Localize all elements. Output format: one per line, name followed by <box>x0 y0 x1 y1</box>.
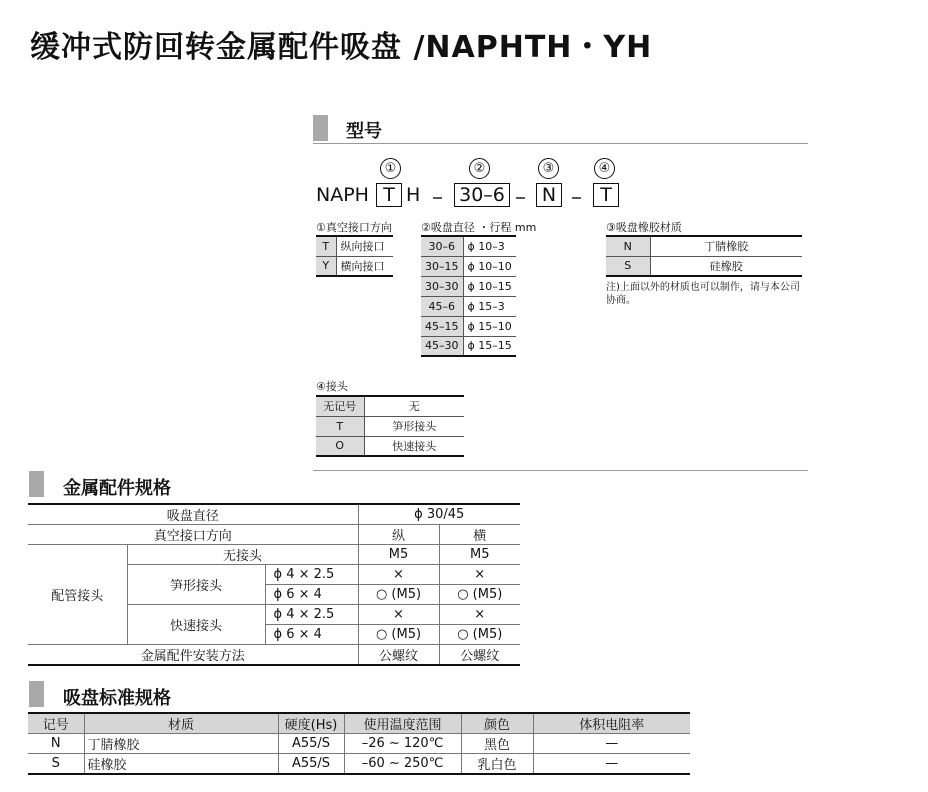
fitting-spec-title: 金属配件规格 <box>63 478 171 499</box>
table-row <box>606 256 802 276</box>
col-vertical: 纵 <box>358 525 439 545</box>
opt1-caption: ①真空接口方向 <box>316 221 392 234</box>
cell-code: T <box>316 236 336 256</box>
table-row <box>28 504 520 525</box>
mount-v: 公螺纹 <box>358 645 439 666</box>
cell-code: 30–15 <box>421 256 463 276</box>
code-box-fitting: T <box>593 183 619 207</box>
marker-4: ④ <box>594 158 615 179</box>
barb-v: × <box>358 565 439 585</box>
cell-desc: 快速接头 <box>364 436 464 456</box>
quick-h: × <box>439 605 520 625</box>
cell-code: 30–30 <box>421 276 463 296</box>
cell-code: 无记号 <box>316 396 364 416</box>
table-row <box>316 416 464 436</box>
cell-desc: 横向接口 <box>336 256 393 276</box>
table-row <box>606 236 802 256</box>
mount-label: 金属配件安装方法 <box>28 645 358 666</box>
table-row <box>316 436 464 456</box>
opt4-table <box>316 395 464 457</box>
divider <box>313 470 808 471</box>
code-box-material: N <box>536 183 562 207</box>
table-row <box>421 276 516 296</box>
cell-desc: ϕ 10–10 <box>463 256 516 276</box>
cell-hardness: A55/S <box>278 734 344 754</box>
cell-desc: ϕ 15–3 <box>463 296 516 316</box>
opt2-table <box>421 235 516 357</box>
code-prefix: NAPH <box>316 184 369 206</box>
cell-code: Y <box>316 256 336 276</box>
model-section-title: 型号 <box>346 121 382 142</box>
code-letter: H <box>406 184 421 206</box>
code-dash <box>572 197 581 199</box>
col-header: 使用温度范围 <box>344 713 461 734</box>
table-row <box>28 734 690 754</box>
no-fitting-h: M5 <box>439 545 520 565</box>
code-dash <box>516 197 525 199</box>
col-header: 颜色 <box>461 713 533 734</box>
table-row <box>421 236 516 256</box>
table-row <box>316 256 393 276</box>
quick-v: × <box>358 605 439 625</box>
table-row <box>421 316 516 336</box>
pad-spec-table <box>28 712 690 775</box>
barb-v: ○ (M5) <box>358 585 439 605</box>
cell-desc: ϕ 15–10 <box>463 316 516 336</box>
table-row <box>28 645 520 666</box>
marker-1: ① <box>380 158 401 179</box>
cell-temp: –60 ~ 250℃ <box>344 754 461 775</box>
table-row <box>316 396 464 416</box>
cell-code: S <box>606 256 650 276</box>
section-marker <box>313 115 328 141</box>
cell-color: 黑色 <box>461 734 533 754</box>
barb-h: ○ (M5) <box>439 585 520 605</box>
no-fitting-label: 无接头 <box>127 545 358 565</box>
quick-size: ϕ 4 × 2.5 <box>265 605 358 625</box>
cell-code: 45–6 <box>421 296 463 316</box>
table-row <box>421 256 516 276</box>
cell-color: 乳白色 <box>461 754 533 775</box>
cell-resist: — <box>533 754 690 775</box>
cell-desc: 笋形接头 <box>364 416 464 436</box>
opt2-caption: ②吸盘直径 ・行程 mm <box>421 221 537 234</box>
code-box-port: T <box>376 183 402 207</box>
cell-desc: ϕ 15–15 <box>463 336 516 356</box>
opt4-caption: ④接头 <box>316 380 348 393</box>
opt3-note: 注)上面以外的材质也可以制作，请与本公司协商。 <box>606 282 800 306</box>
marker-3: ③ <box>538 158 559 179</box>
cell-code: 45–30 <box>421 336 463 356</box>
cell-temp: –26 ~ 120℃ <box>344 734 461 754</box>
table-row <box>28 545 520 565</box>
barb-label: 笋形接头 <box>127 565 265 605</box>
code-box-size: 30–6 <box>454 183 510 207</box>
code-dash <box>433 197 442 199</box>
opt1-table <box>316 235 393 277</box>
cell-code: T <box>316 416 364 436</box>
quick-h: ○ (M5) <box>439 625 520 645</box>
cell-code: O <box>316 436 364 456</box>
cell-desc: ϕ 10–15 <box>463 276 516 296</box>
page-title: 缓冲式防回转金属配件吸盘 /NAPHTH・YH <box>30 30 653 65</box>
pad-spec-title: 吸盘标准规格 <box>63 688 171 709</box>
cell-code: N <box>606 236 650 256</box>
col-horizontal: 横 <box>439 525 520 545</box>
section-marker <box>29 471 44 497</box>
quick-v: ○ (M5) <box>358 625 439 645</box>
cell-desc: 硅橡胶 <box>650 256 802 276</box>
col-header: 记号 <box>28 713 84 734</box>
cell-desc: ϕ 10–3 <box>463 236 516 256</box>
no-fitting-v: M5 <box>358 545 439 565</box>
opt3-table <box>606 235 802 277</box>
piping-label: 配管接头 <box>28 545 127 645</box>
cell-desc: 丁腈橡胶 <box>650 236 802 256</box>
fitting-spec-table <box>28 503 520 666</box>
cell-hardness: A55/S <box>278 754 344 775</box>
table-header-row <box>28 713 690 734</box>
cell-resist: — <box>533 734 690 754</box>
cell-material: 硅橡胶 <box>84 754 278 775</box>
divider <box>313 143 808 144</box>
col-header: 硬度(Hs) <box>278 713 344 734</box>
table-row <box>28 525 520 545</box>
cell-desc: 纵向接口 <box>336 236 393 256</box>
pad-dia-label: 吸盘直径 <box>28 504 358 525</box>
table-row <box>421 336 516 356</box>
cell-code: 30–6 <box>421 236 463 256</box>
cell-code: N <box>28 734 84 754</box>
cell-code: 45–15 <box>421 316 463 336</box>
mount-h: 公螺纹 <box>439 645 520 666</box>
barb-size: ϕ 4 × 2.5 <box>265 565 358 585</box>
section-marker <box>29 681 44 707</box>
cell-desc: 无 <box>364 396 464 416</box>
barb-size: ϕ 6 × 4 <box>265 585 358 605</box>
port-dir-label: 真空接口方向 <box>28 525 358 545</box>
quick-size: ϕ 6 × 4 <box>265 625 358 645</box>
table-row <box>316 236 393 256</box>
opt3-caption: ③吸盘橡胶材质 <box>606 221 682 234</box>
pad-dia-value: ϕ 30/45 <box>358 504 520 525</box>
col-header: 材质 <box>84 713 278 734</box>
col-header: 体积电阻率 <box>533 713 690 734</box>
table-row <box>28 754 690 775</box>
barb-h: × <box>439 565 520 585</box>
table-row <box>421 296 516 316</box>
quick-label: 快速接头 <box>127 605 265 645</box>
cell-code: S <box>28 754 84 775</box>
cell-material: 丁腈橡胶 <box>84 734 278 754</box>
marker-2: ② <box>469 158 490 179</box>
